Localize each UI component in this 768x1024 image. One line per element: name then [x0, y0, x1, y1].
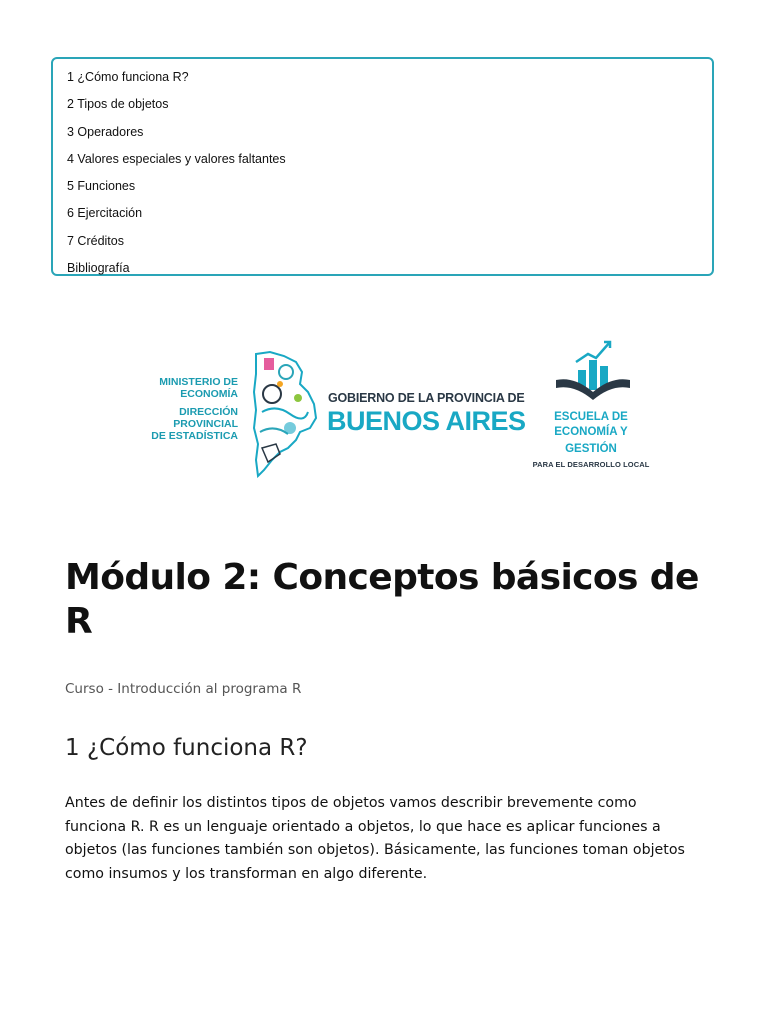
ministry-line: DE ESTADÍSTICA — [151, 430, 238, 442]
ministry-line: ECONOMÍA — [180, 388, 238, 400]
logos-banner — [112, 330, 672, 495]
ministry-line: DIRECCIÓN PROVINCIAL — [173, 406, 238, 430]
toc-link-como-funciona[interactable]: 1 ¿Cómo funciona R? — [67, 70, 189, 84]
ministry-line: MINISTERIO DE — [159, 376, 238, 388]
table-of-contents — [51, 57, 714, 276]
section-paragraph: Antes de definir los distintos tipos de objetos vamos describir brevemente como funciona R. R es un lenguaje orientado a objetos, lo que hace es aplicar funciones a objetos (las funciones también son objetos). Básicamente, las funciones toman objetos como insumos y los transforman en algo diferente. — [65, 795, 685, 882]
toc-link-tipos-de-objetos[interactable]: 2 Tipos de objetos — [67, 97, 169, 112]
school-line: ESCUELA DE — [554, 411, 628, 423]
province-name: BUENOS AIRES — [327, 406, 526, 436]
toc-link-creditos[interactable]: 7 Créditos — [67, 233, 124, 248]
province-map-icon — [250, 348, 322, 480]
school-line: ECONOMÍA Y GESTIÓN — [554, 426, 628, 455]
page-title: Módulo 2: Conceptos básicos de R — [65, 557, 699, 642]
toc-link-valores-especiales[interactable]: 4 Valores especiales y valores faltantes — [67, 151, 286, 166]
school-book-chart-icon — [552, 340, 634, 406]
section-heading: 1 ¿Cómo funciona R? — [65, 735, 308, 761]
school-logo-text — [530, 410, 652, 472]
toc-link-bibliografia[interactable]: Bibliografía — [67, 261, 130, 276]
government-name: GOBIERNO DE LA PROVINCIA DE — [328, 391, 525, 405]
toc-link-ejercitacion[interactable]: 6 Ejercitación — [67, 206, 143, 221]
toc-link-operadores[interactable]: 3 Operadores — [67, 124, 144, 139]
toc-link-funciones[interactable]: 5 Funciones — [67, 179, 136, 194]
ministry-logo-text — [112, 376, 238, 442]
school-line: PARA EL DESARROLLO LOCAL — [532, 460, 650, 469]
page-subtitle: Curso - Introducción al programa R — [65, 681, 302, 697]
